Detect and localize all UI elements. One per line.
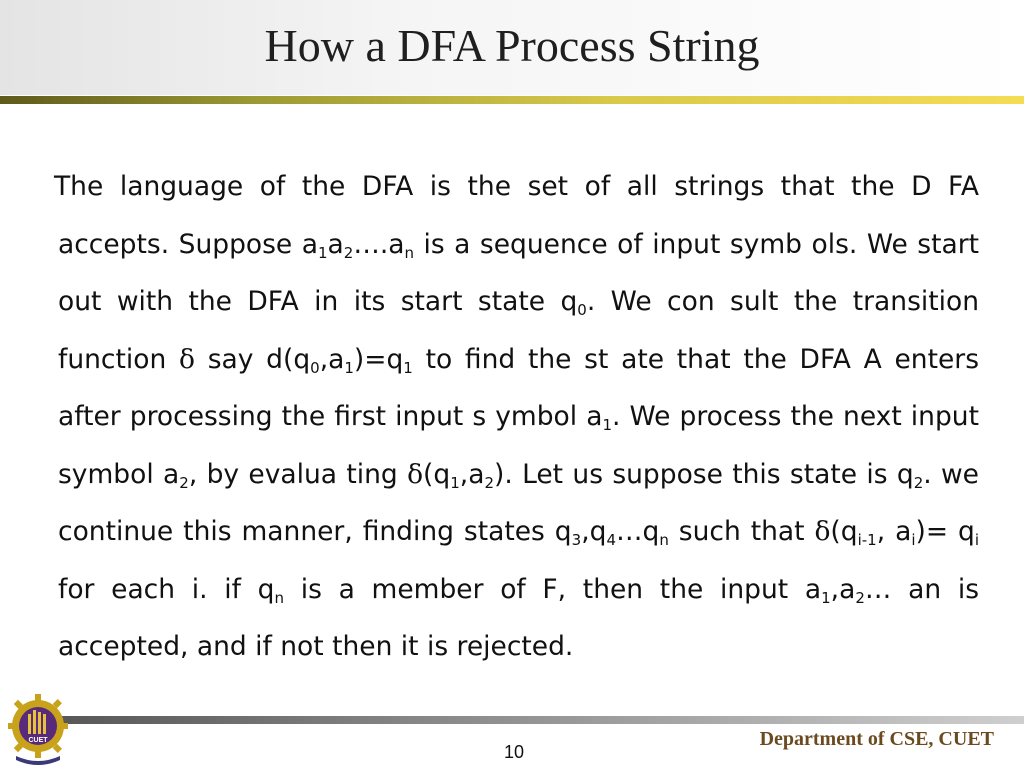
subscript: n (404, 243, 414, 262)
title-divider (0, 96, 1024, 104)
subscript: 2 (179, 473, 189, 492)
subscript: 3 (571, 531, 582, 549)
subscript: 0 (310, 358, 320, 377)
delta-symbol: δ (179, 343, 195, 375)
text-run: . We con sult the transition function (58, 286, 979, 375)
subscript: 4 (606, 531, 616, 549)
text-run: say d(q (194, 343, 311, 375)
text-run: (q (830, 516, 858, 547)
cuet-logo-icon (6, 686, 70, 766)
subscript: 2 (343, 243, 354, 262)
subscript: 1 (317, 243, 328, 262)
text-run: for each i. if q (58, 573, 275, 605)
subscript: 1 (450, 473, 460, 492)
text-run: ….a (353, 228, 405, 260)
text-run: . We process the next input symbol a (58, 401, 979, 490)
text-run: ). Let us suppose this state is q (493, 458, 914, 490)
text-run: )= q (915, 516, 975, 547)
text-run: ,q (581, 516, 607, 547)
subscript: i (911, 531, 916, 549)
text-run: . we continue this manner, finding states q (58, 458, 979, 547)
subscript: 1 (344, 358, 354, 377)
text-run: ,a (319, 343, 345, 375)
text-run: ,a (830, 573, 856, 605)
text-run: to find the st ate that the DFA A enters after processing the first input s ymbol a (58, 343, 979, 432)
footer-divider (40, 716, 1024, 724)
text-run: … an is accepted, and if not then it is rejected. (58, 573, 980, 662)
subscript: n (659, 531, 669, 549)
footer-department: Department of CSE, CUET (759, 728, 994, 750)
delta-symbol: δ (407, 458, 424, 490)
subscript: 0 (577, 301, 587, 319)
subscript: i (974, 531, 979, 549)
logo-text: CUET (28, 737, 48, 744)
text-run: …q (615, 516, 660, 547)
subscript: 2 (484, 473, 494, 492)
text-run: such that (668, 516, 815, 547)
subscript: 2 (855, 588, 865, 607)
delta-symbol: δ (814, 516, 831, 547)
slide-title: How a DFA Process String (264, 20, 760, 71)
subscript: n (274, 588, 284, 607)
text-run: is a sequence of input symb ols. We start out with the DFA in its start state q (58, 228, 979, 317)
body-paragraph (54, 158, 980, 676)
text-run: (q (423, 458, 451, 490)
subscript: 1 (821, 588, 831, 607)
subscript: 1 (602, 416, 612, 434)
subscript: 2 (913, 473, 924, 492)
text-run: ,a (459, 458, 485, 490)
text-run: , by evalua ting (188, 458, 408, 490)
text-run: is a member of F, then the input a (284, 573, 822, 605)
subscript: 1 (403, 358, 413, 377)
text-run: a (327, 228, 344, 260)
text-run: )=q (353, 343, 404, 375)
text-run: The language of the DFA is the set of all strings that the D FA accepts. Suppose a (54, 171, 979, 260)
page-number: 10 (503, 742, 525, 762)
text-run: , a (876, 516, 912, 547)
subscript: i-1 (857, 531, 877, 549)
